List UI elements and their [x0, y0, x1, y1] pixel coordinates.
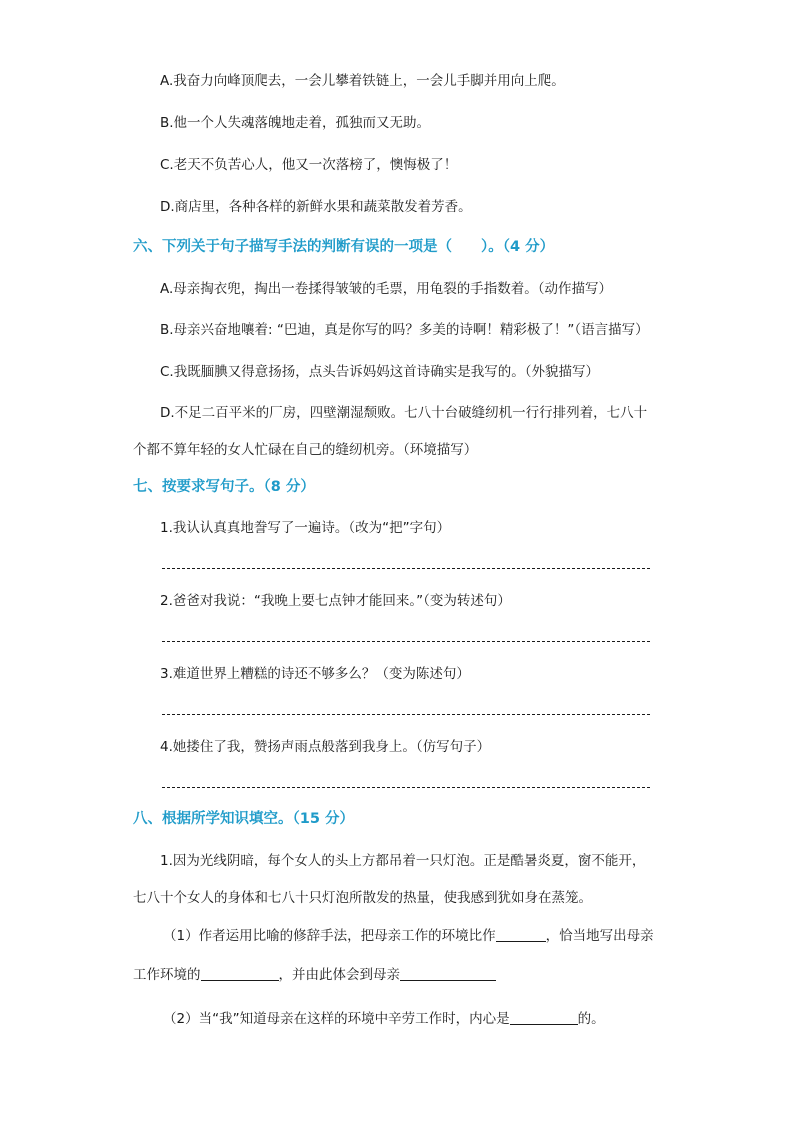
q8-sub1-line2	[133, 966, 496, 984]
q8-sub1-text-b: ，恰当地写出母亲	[545, 928, 654, 944]
q7-answer-line-1[interactable]	[162, 568, 650, 569]
q7-answer-line-4[interactable]	[162, 787, 650, 788]
q7-item-3: 3.难道世界上糟糕的诗还不够多么？（变为陈述句）	[160, 666, 470, 682]
q6-option-a: A.母亲掏衣兜，掏出一卷揉得皱皱的毛票，用龟裂的手指数着。（动作描写）	[160, 281, 613, 297]
q6-option-d-line2: 个都不算年轻的女人忙碌在自己的缝纫机旁。（环境描写）	[133, 442, 478, 458]
q8-blank-2[interactable]	[201, 966, 279, 981]
q6-heading: 六、下列关于句子描写手法的判断有误的一项是（ ）。（4 分）	[133, 239, 555, 255]
q7-answer-line-2[interactable]	[162, 641, 650, 642]
q5-option-d: D.商店里，各种各样的新鲜水果和蔬菜散发着芳香。	[160, 199, 472, 215]
q5-option-c: C.老天不负苦心人，他又一次落榜了，懊悔极了！	[160, 157, 458, 173]
q7-item-4: 4.她搂住了我，赞扬声雨点般落到我身上。（仿写句子）	[160, 739, 491, 755]
q8-sub1-text-d: ，并由此体会到母亲	[278, 967, 400, 983]
q7-item-2: 2.爸爸对我说：“我晚上要七点钟才能回来。”（变为转述句）	[160, 593, 511, 609]
q5-option-b: B.他一个人失魂落魄地走着，孤独而又无助。	[160, 115, 431, 131]
q7-heading: 七、按要求写句子。（8 分）	[133, 479, 315, 495]
q8-sub2-text-b: 的。	[577, 1011, 605, 1027]
q8-sub2-text-a: （2）当“我”知道母亲在这样的环境中辛劳工作时，内心是	[163, 1011, 510, 1027]
q8-blank-4[interactable]	[510, 1010, 578, 1025]
q7-item-1: 1.我认认真真地誊写了一遍诗。（改为“把”字句）	[160, 520, 451, 536]
q8-passage-line2: 七八十个女人的身体和七八十只灯泡所散发的热量，使我感到犹如身在蒸笼。	[133, 890, 592, 906]
q8-sub2-line	[163, 1010, 605, 1028]
q8-blank-3[interactable]	[400, 966, 496, 981]
q8-sub1-line1	[163, 927, 654, 945]
q8-blank-1[interactable]	[496, 927, 546, 942]
q7-answer-line-3[interactable]	[162, 714, 650, 715]
q8-heading: 八、根据所学知识填空。（15 分）	[133, 811, 354, 827]
q5-option-a: A.我奋力向峰顶爬去，一会儿攀着铁链上，一会儿手脚并用向上爬。	[160, 73, 565, 89]
q6-option-d-line1: D.不足二百平米的厂房，四壁潮湿颓败。七八十台破缝纫机一行行排列着，七八十	[160, 405, 648, 421]
q6-option-c: C.我既腼腆又得意扬扬，点头告诉妈妈这首诗确实是我写的。（外貌描写）	[160, 364, 599, 380]
q8-passage-line1: 1.因为光线阴暗，每个女人的头上方都吊着一只灯泡。正是酷暑炎夏，窗不能开，	[160, 853, 646, 869]
q8-sub1-text-a: （1）作者运用比喻的修辞手法，把母亲工作的环境比作	[163, 928, 496, 944]
q6-option-b: B.母亲兴奋地嚷着: “巴迪，真是你写的吗？多美的诗啊！精彩极了！”（语言描写）	[160, 322, 649, 338]
q8-sub1-text-c: 工作环境的	[133, 967, 201, 983]
